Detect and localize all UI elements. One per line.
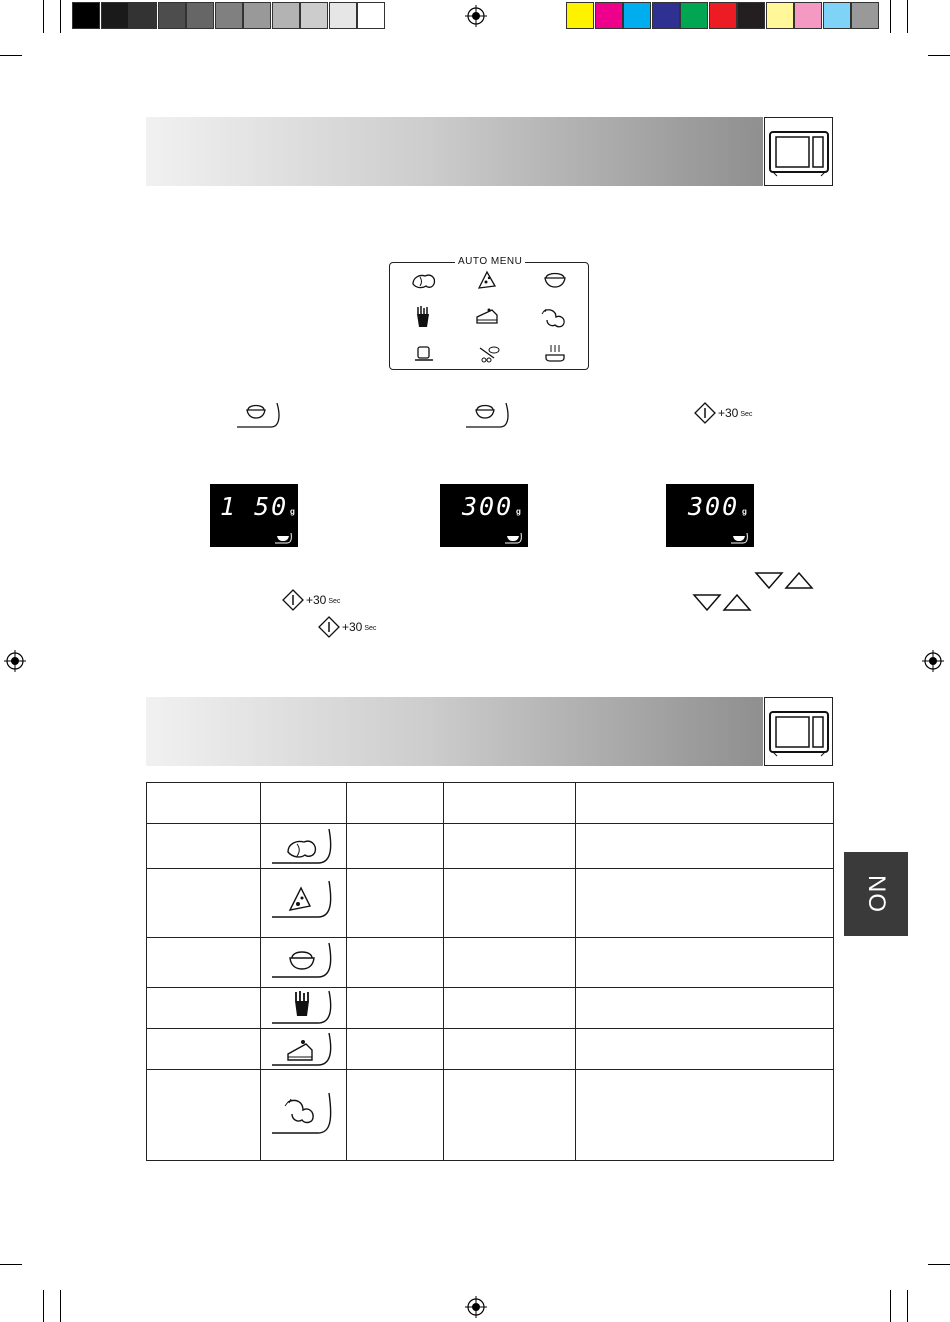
color-swatch	[823, 2, 851, 29]
rice-bowl-indicator-icon	[504, 530, 524, 544]
table-divider	[147, 868, 833, 869]
table-divider	[147, 823, 833, 824]
grayscale-swatch	[72, 2, 100, 29]
start-icon	[694, 402, 716, 424]
crop-mark	[928, 55, 950, 56]
table-divider	[147, 1069, 833, 1070]
crop-mark	[928, 1264, 950, 1265]
start-icon	[318, 616, 340, 638]
crop-mark	[0, 55, 22, 56]
color-swatch	[794, 2, 822, 29]
display-unit: g	[516, 507, 521, 516]
display-unit: g	[290, 507, 295, 516]
color-swatch	[709, 2, 737, 29]
microwave-icon	[764, 697, 833, 766]
display-value: 300	[462, 492, 514, 521]
bread-icon[interactable]	[410, 268, 438, 292]
grayscale-swatch	[243, 2, 271, 29]
crop-mark	[907, 1290, 908, 1322]
grayscale-swatch	[129, 2, 157, 29]
start-sec-label: Sec	[328, 598, 341, 605]
led-display	[210, 484, 298, 547]
fries-icon[interactable]	[412, 305, 434, 329]
rice-bowl-button-icon	[235, 398, 285, 430]
crop-mark	[907, 0, 908, 33]
start-30sec-button-symbol	[318, 616, 376, 638]
color-swatch	[652, 2, 680, 29]
grayscale-swatch	[300, 2, 328, 29]
crop-mark	[60, 0, 61, 33]
color-swatch	[737, 2, 765, 29]
grayscale-swatch	[357, 2, 385, 29]
rice-bowl-icon	[270, 940, 336, 980]
language-tab	[844, 852, 908, 936]
led-display	[440, 484, 528, 547]
color-swatch	[595, 2, 623, 29]
start-label: +30	[342, 620, 363, 634]
registration-mark-icon	[922, 650, 944, 672]
rice-bowl-icon[interactable]	[542, 268, 568, 290]
crop-mark	[43, 0, 44, 33]
table-divider	[147, 937, 833, 938]
led-display	[666, 484, 754, 547]
start-label: +30	[718, 406, 739, 420]
crop-mark	[890, 0, 891, 33]
crop-mark	[0, 1264, 22, 1265]
rice-bowl-indicator-icon	[730, 530, 750, 544]
color-swatch	[566, 2, 594, 29]
section-header-bar	[146, 697, 763, 766]
color-swatch	[680, 2, 708, 29]
start-sec-label: Sec	[740, 411, 753, 418]
rice-bowl-indicator-icon	[274, 530, 294, 544]
pizza-icon[interactable]	[475, 268, 499, 292]
cup-icon[interactable]	[412, 342, 436, 364]
table-divider	[575, 783, 576, 1160]
chicken-icon	[270, 1088, 336, 1136]
display-value: 1 50	[220, 492, 289, 521]
bread-icon	[270, 826, 336, 866]
rice-bowl-button-icon	[464, 398, 514, 430]
language-label: NO	[863, 875, 890, 913]
color-swatch	[623, 2, 651, 29]
cake-icon	[270, 1030, 336, 1068]
down-up-arrows-icon	[754, 570, 814, 590]
crop-mark	[60, 1290, 61, 1322]
table-divider	[147, 987, 833, 988]
chicken-icon[interactable]	[540, 305, 568, 329]
grayscale-swatch	[186, 2, 214, 29]
grayscale-swatch	[101, 2, 129, 29]
registration-mark-icon	[465, 5, 487, 27]
color-swatch	[851, 2, 879, 29]
cake-icon[interactable]	[474, 305, 500, 327]
steam-dish-icon[interactable]	[542, 342, 568, 364]
color-swatch	[766, 2, 794, 29]
table-divider	[260, 783, 261, 1160]
grayscale-swatch	[158, 2, 186, 29]
start-sec-label: Sec	[364, 625, 377, 632]
table-divider	[346, 783, 347, 1160]
grayscale-swatch	[272, 2, 300, 29]
registration-mark-icon	[4, 650, 26, 672]
fries-icon	[270, 988, 336, 1026]
table-divider	[147, 1028, 833, 1029]
grayscale-swatch	[215, 2, 243, 29]
display-value: 300	[688, 492, 740, 521]
registration-mark-icon	[465, 1296, 487, 1318]
microwave-icon	[764, 117, 833, 186]
crop-mark	[43, 1290, 44, 1322]
section-header-bar	[146, 117, 763, 186]
pizza-icon	[270, 876, 336, 920]
vegetable-icon[interactable]	[476, 342, 502, 364]
auto-menu-title: AUTO MENU	[455, 256, 525, 267]
start-30sec-button-symbol	[282, 589, 340, 611]
down-up-arrows-icon	[692, 592, 752, 612]
auto-menu-table	[146, 782, 834, 1161]
grayscale-swatch	[329, 2, 357, 29]
table-divider	[443, 783, 444, 1160]
crop-mark	[890, 1290, 891, 1322]
start-icon	[282, 589, 304, 611]
start-label: +30	[306, 593, 327, 607]
start-30sec-button-symbol	[694, 402, 752, 424]
display-unit: g	[742, 507, 747, 516]
